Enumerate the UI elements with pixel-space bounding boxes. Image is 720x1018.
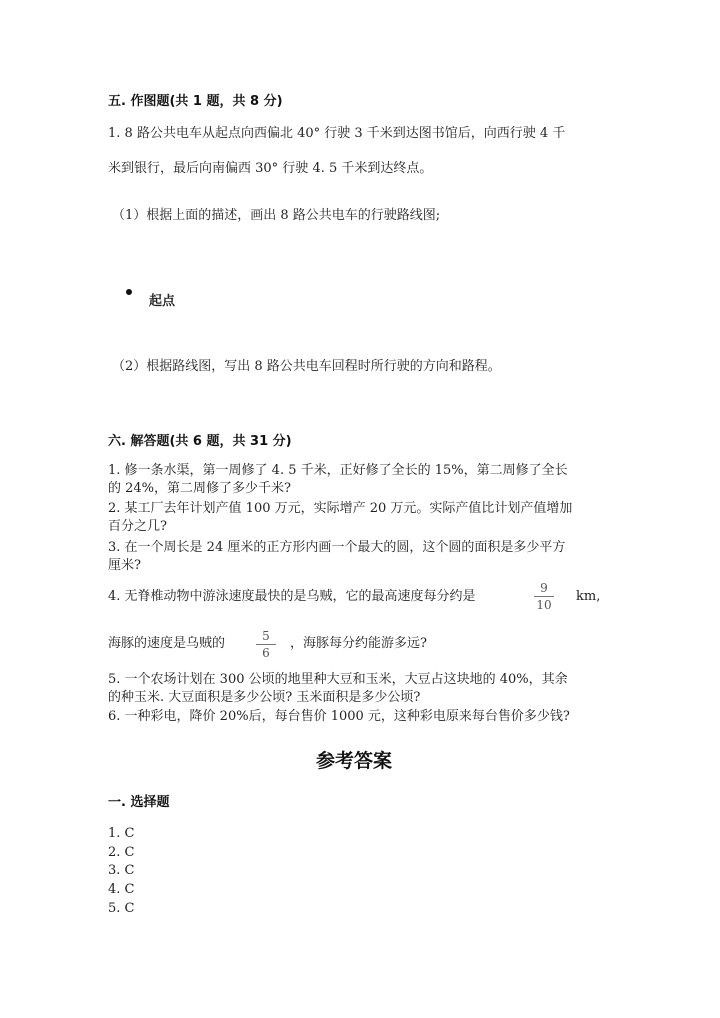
s5-sub2: （2）根据路线图，写出 8 路公共电车回程时所行驶的方向和路程。 [112, 359, 501, 374]
answers-section1-heading: 一. 选择题 [108, 795, 170, 810]
s6-q4-line2-pre: 海豚的速度是乌贼的 [108, 636, 226, 651]
s6-q4-line2-post: ，海豚每分约能游多远? [290, 636, 427, 651]
s6-q3-line2: 厘米? [108, 558, 141, 573]
q4-fraction-den: 10 [536, 598, 552, 612]
s5-sub1: （1）根据上面的描述，画出 8 路公共电车的行驶路线图; [112, 208, 441, 223]
q4-fraction-bar [534, 596, 554, 597]
start-point-dot [126, 289, 132, 295]
s5-q1-line2: 米到银行，最后向南偏西 30° 行驶 4. 5 千米到达终点。 [108, 161, 433, 176]
q4-fraction2-bar [256, 644, 276, 645]
answer-item: 4. C [108, 882, 135, 897]
answer-item: 3. C [108, 863, 135, 878]
s6-q4-text: 4. 无脊椎动物中游泳速度最快的是乌贼，它的最高速度每分约是 [108, 589, 476, 604]
s6-q1-line2: 的 24%，第二周修了多少千米? [108, 481, 291, 496]
section5-heading: 五. 作图题(共 1 题，共 8 分) [108, 94, 283, 109]
s6-q6: 6. 一种彩电，降价 20%后，每台售价 1000 元，这种彩电原来每台售价多少钱? [108, 709, 570, 724]
s6-q2-line2: 百分之几? [108, 519, 167, 534]
s6-q5-line2: 的种玉米. 大豆面积是多少公顷? 玉米面积是多少公顷? [108, 690, 421, 705]
s6-q3-line1: 3. 在一个周长是 24 厘米的正方形内画一个最大的圆，这个圆的面积是多少平方 [108, 540, 566, 555]
answers-title: 参考答案 [316, 750, 393, 772]
answer-item: 2. C [108, 845, 135, 860]
s6-q2-line1: 2. 某工厂去年计划产值 100 万元，实际增产 20 万元。实际产值比计划产值增加 [108, 501, 573, 516]
q4-fraction2-den: 6 [262, 646, 270, 660]
answer-item: 1. C [108, 826, 135, 841]
section6-heading: 六. 解答题(共 6 题，共 31 分) [108, 434, 292, 449]
answer-item: 5. C [108, 901, 135, 916]
start-label: 起点 [149, 294, 176, 309]
s5-q1-line1: 1. 8 路公共电车从起点向西偏北 40° 行驶 3 千米到达图书馆后，向西行驶 4 千 [108, 126, 566, 141]
s6-q1-line1: 1. 修一条水渠，第一周修了 4. 5 千米，正好修了全长的 15%，第二周修了全长 [108, 463, 568, 478]
q4-fraction-num: 9 [540, 581, 548, 595]
q4-fraction-speed [534, 581, 554, 612]
q4-fraction-ratio [256, 629, 276, 660]
q4-fraction2-num: 5 [262, 629, 270, 643]
q4-unit: km, [576, 589, 601, 604]
s6-q5-line1: 5. 一个农场计划在 300 公顷的地里种大豆和玉米，大豆占这块地的 40%，其余 [108, 672, 568, 687]
